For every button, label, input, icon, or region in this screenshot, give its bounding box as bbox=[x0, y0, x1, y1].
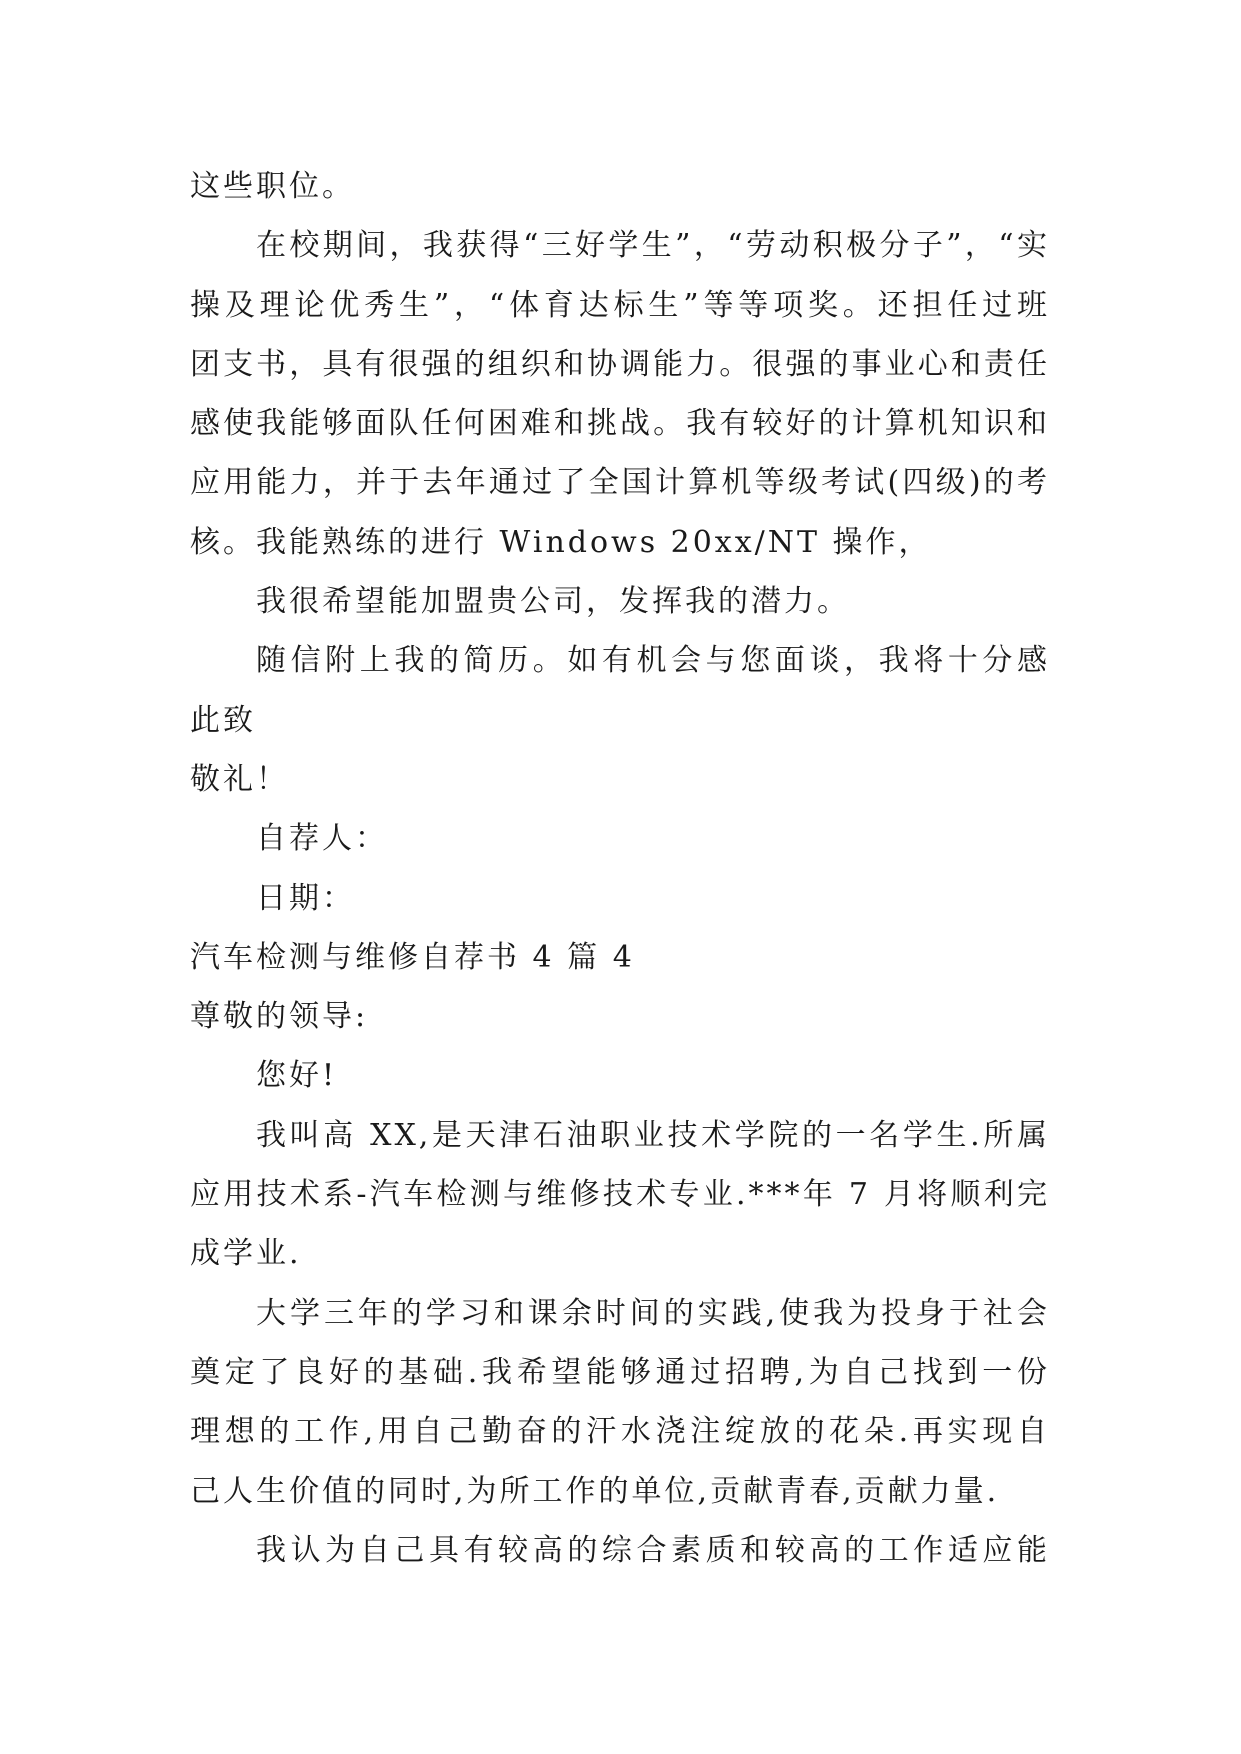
paragraph-line: 大学三年的学习和课余时间的实践,使我为投身于社会 bbox=[256, 1295, 1050, 1331]
paragraph-line: 在校期间，我获得“三好学生”，“劳动积极分子”，“实 bbox=[256, 228, 1050, 264]
paragraph-line: 成学业. bbox=[190, 1236, 302, 1272]
paragraph-line: 理想的工作,用自己勤奋的汗水浇注绽放的花朵.再实现自 bbox=[190, 1414, 1050, 1450]
document-body bbox=[190, 157, 1050, 1580]
paragraph-line: 我认为自己具有较高的综合素质和较高的工作适应能 bbox=[256, 1532, 1050, 1568]
paragraph-line: 我很希望能加盟贵公司，发挥我的潜力。 bbox=[256, 584, 850, 620]
paragraph-line: 己人生价值的同时,为所工作的单位,贡献青春,贡献力量. bbox=[190, 1473, 1000, 1509]
salutation-line: 敬礼！ bbox=[190, 761, 289, 797]
signature-label: 自荐人： bbox=[256, 821, 388, 857]
closing-line: 此致 bbox=[190, 702, 256, 738]
paragraph-line: 这些职位。 bbox=[190, 169, 355, 204]
paragraph-line: 应用技术系-汽车检测与维修技术专业.***年 7 月将顺利完 bbox=[190, 1177, 1050, 1213]
date-label: 日期： bbox=[256, 880, 355, 916]
paragraph-line: 奠定了良好的基础.我希望能够通过招聘,为自己找到一份 bbox=[190, 1354, 1050, 1390]
paragraph-line: 操及理论优秀生”，“体育达标生”等等项奖。还担任过班 bbox=[190, 287, 1050, 323]
section-heading: 汽车检测与维修自荐书 4 篇 4 bbox=[190, 939, 635, 975]
paragraph-line: 应用能力，并于去年通过了全国计算机等级考试(四级)的考 bbox=[190, 465, 1050, 501]
paragraph-line: 感使我能够面队任何困难和挑战。我有较好的计算机知识和 bbox=[190, 406, 1050, 442]
greeting-line: 您好! bbox=[256, 1058, 338, 1094]
paragraph-line: 核。我能熟练的进行 Windows 20xx/NT 操作， bbox=[190, 524, 932, 560]
paragraph-line: 我叫高 XX,是天津石油职业技术学院的一名学生.所属 bbox=[256, 1117, 1050, 1153]
greeting-line: 尊敬的领导: bbox=[190, 999, 369, 1035]
paragraph-line: 随信附上我的简历。如有机会与您面谈，我将十分感 bbox=[256, 643, 1050, 679]
paragraph-line: 团支书，具有很强的组织和协调能力。很强的事业心和责任 bbox=[190, 346, 1050, 382]
